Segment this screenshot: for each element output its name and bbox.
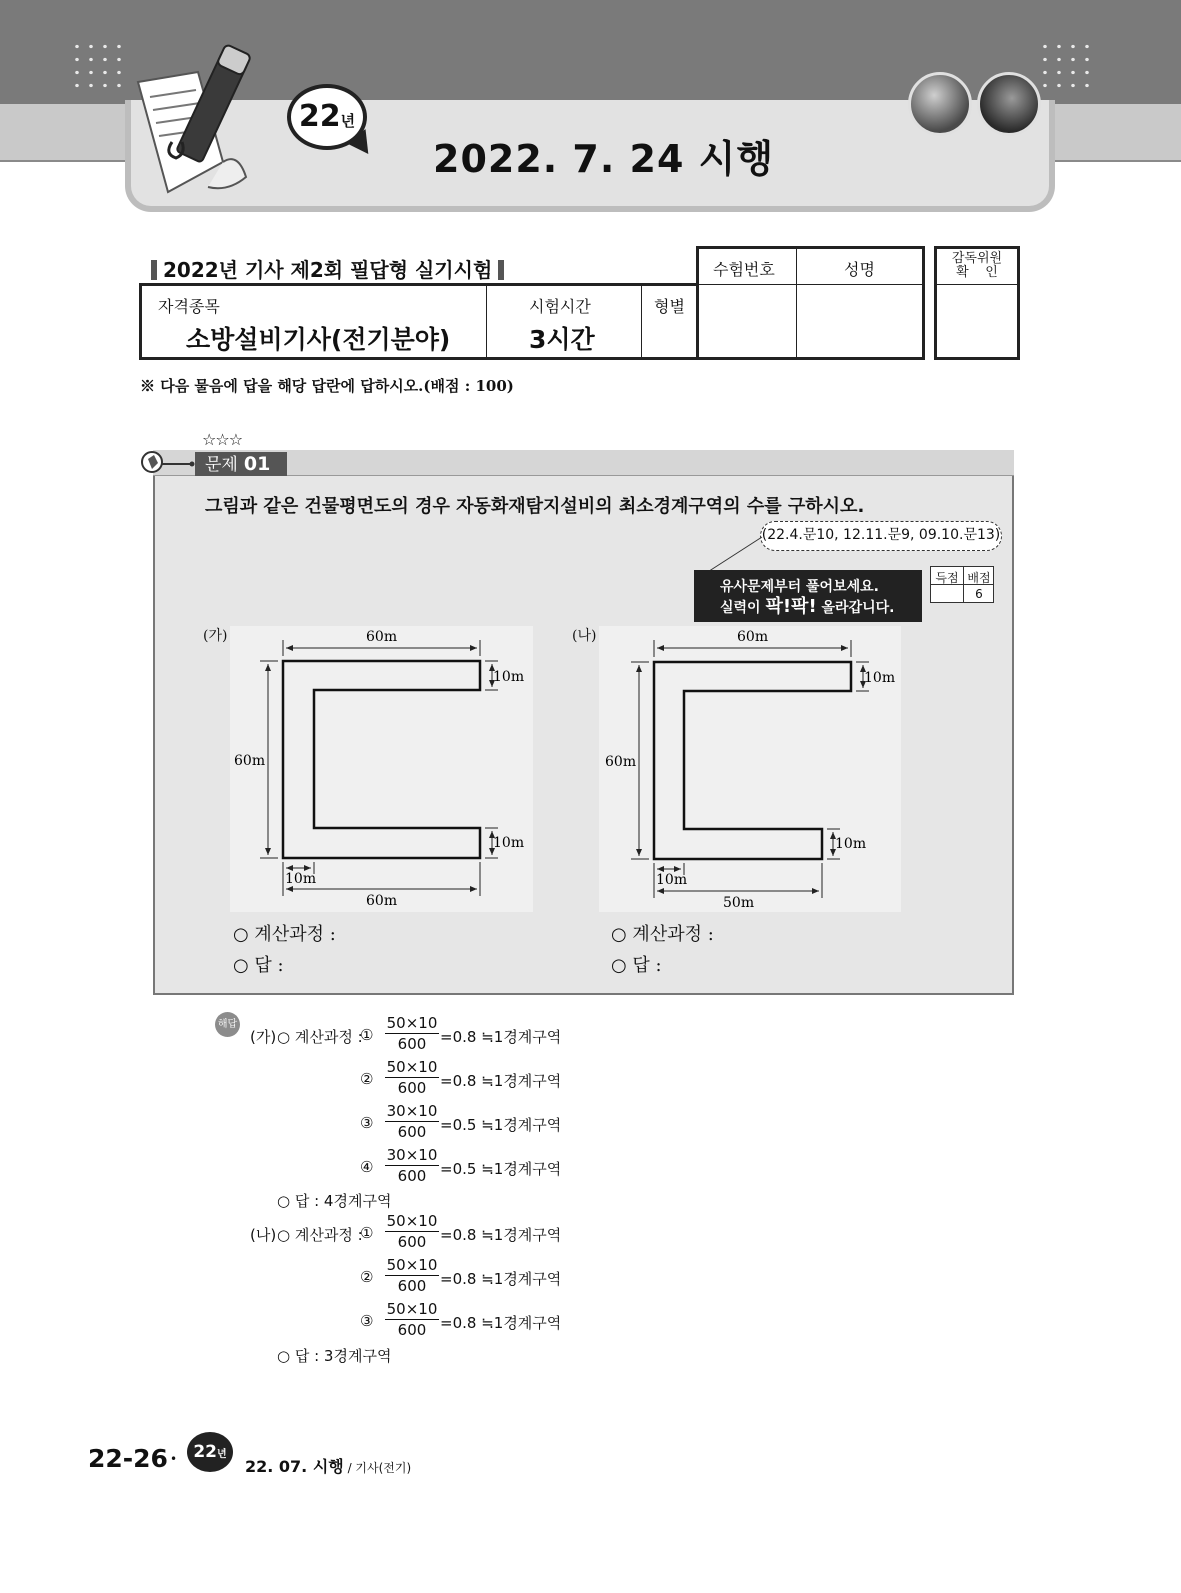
decorative-dots	[70, 40, 130, 94]
footer-text: 22. 07. 시행 / 기사(전기)	[245, 1457, 412, 1476]
fraction: $\frac{50\times 10}{600}$	[386, 1212, 438, 1251]
hint-callout: 유사문제부터 풀어보세요. 실력이 팍!팍! 올라갑니다.	[694, 570, 922, 622]
type-label: 형별	[654, 297, 685, 316]
difficulty-stars: ☆☆☆	[202, 430, 243, 449]
footer-dot: •	[170, 1452, 178, 1466]
calc-label-b: ○ 계산과정 :	[611, 924, 714, 945]
dim-left: 60m	[605, 754, 637, 770]
reference-tag: (22.4.문10, 12.11.문9, 09.10.문13)	[760, 521, 1002, 551]
year-badge: 22년	[287, 84, 367, 150]
step-mark: ②	[360, 1070, 374, 1088]
problem-number-tag: 문제 01	[195, 452, 287, 476]
dim-bottom: 60m	[366, 893, 398, 909]
points-value: 6	[975, 587, 983, 601]
score-table	[930, 566, 994, 603]
pointing-hand-icon	[140, 447, 196, 481]
solution-badge: 해답	[215, 1012, 240, 1037]
floor-plan-a	[230, 626, 533, 912]
fraction: $\frac{50\times 10}{600}$	[386, 1058, 438, 1097]
type-cell	[642, 286, 699, 357]
field-label: 자격종목	[158, 297, 220, 316]
step-mark: ③	[360, 1312, 374, 1330]
fraction: $\frac{50\times 10}{600}$	[386, 1014, 438, 1053]
time-value: 3시간	[529, 325, 595, 354]
page-title: 2022. 7. 24 시행	[433, 137, 775, 181]
step-mark: ①	[360, 1026, 374, 1044]
step-result: =0.8 ≒1경계구역	[440, 1270, 562, 1288]
dim-right-bottom: 10m	[835, 836, 867, 852]
points-label: 배점	[967, 571, 991, 585]
score-label: 득점	[935, 571, 959, 585]
firefighter-photo-icon	[977, 72, 1041, 136]
exam-info-table	[139, 283, 696, 360]
dim-bottom: 50m	[723, 895, 755, 911]
dim-bottom-left: 10m	[285, 871, 317, 887]
fraction: $\frac{50\times 10}{600}$	[386, 1256, 438, 1295]
solution-b-calc-prefix: ○ 계산과정 :	[277, 1226, 363, 1244]
floor-plan-b	[599, 626, 901, 912]
supervisor-table	[934, 246, 1020, 360]
step-result: =0.8 ≒1경계구역	[440, 1226, 562, 1244]
building-outline	[654, 662, 851, 859]
candidate-table	[696, 246, 925, 360]
dim-top: 60m	[737, 629, 769, 645]
step-mark: ④	[360, 1158, 374, 1176]
fraction: $\frac{30\times 10}{600}$	[386, 1146, 438, 1185]
time-label: 시험시간	[529, 297, 591, 316]
calc-label-a: ○ 계산과정 :	[233, 924, 336, 945]
step-result: =0.8 ≒1경계구역	[440, 1314, 562, 1332]
answer-label-a: ○ 답 :	[233, 955, 284, 976]
step-mark: ①	[360, 1224, 374, 1242]
answer-label-b: ○ 답 :	[611, 955, 662, 976]
time-cell	[487, 286, 642, 357]
step-result: =0.8 ≒1경계구역	[440, 1028, 562, 1046]
page-number: 22-26	[88, 1444, 168, 1473]
step-result: =0.5 ≒1경계구역	[440, 1160, 562, 1178]
decorative-dots	[1038, 40, 1098, 94]
pencil-paper-icon	[128, 42, 258, 202]
exam-title: 2022년 기사 제2회 필답형 실기시험	[145, 254, 510, 283]
instruction: ※ 다음 물음에 답을 해당 답란에 답하시오.(배점 : 100)	[140, 377, 514, 395]
firefighter-photo-icon	[908, 72, 972, 136]
solution-a-calc-prefix: ○ 계산과정 :	[277, 1028, 363, 1046]
figure-a-label: (가)	[203, 628, 228, 644]
exam-number-label: 수험번호	[713, 260, 775, 279]
building-outline	[283, 661, 480, 858]
footer-year-badge: 22년	[187, 1432, 233, 1472]
solution-a-answer: ○ 답 : 4경계구역	[277, 1192, 392, 1210]
fraction: $\frac{30\times 10}{600}$	[386, 1102, 438, 1141]
dim-right-top: 10m	[864, 670, 896, 686]
solution-b-label: (나)	[250, 1226, 277, 1244]
solution-b-answer: ○ 답 : 3경계구역	[277, 1347, 392, 1365]
dim-bottom-left: 10m	[656, 872, 688, 888]
field-cell	[142, 286, 487, 357]
supervisor-label: 감독위원	[951, 251, 1003, 266]
step-mark: ②	[360, 1268, 374, 1286]
fraction: $\frac{50\times 10}{600}$	[386, 1300, 438, 1339]
dim-right-top: 10m	[493, 669, 525, 685]
step-mark: ③	[360, 1114, 374, 1132]
confirm-label: 확 인	[956, 265, 998, 280]
figure-b-label: (나)	[572, 628, 597, 644]
field-value: 소방설비기사(전기분야)	[186, 325, 451, 354]
step-result: =0.8 ≒1경계구역	[440, 1072, 562, 1090]
question-text: 그림과 같은 건물평면도의 경우 자동화재탐지설비의 최소경계구역의 수를 구하시오.	[205, 496, 865, 517]
dim-right-bottom: 10m	[493, 835, 525, 851]
step-result: =0.5 ≒1경계구역	[440, 1116, 562, 1134]
name-label: 성명	[844, 260, 875, 279]
solution-a-label: (가)	[250, 1028, 277, 1046]
dim-top: 60m	[366, 629, 398, 645]
dim-left: 60m	[234, 753, 266, 769]
